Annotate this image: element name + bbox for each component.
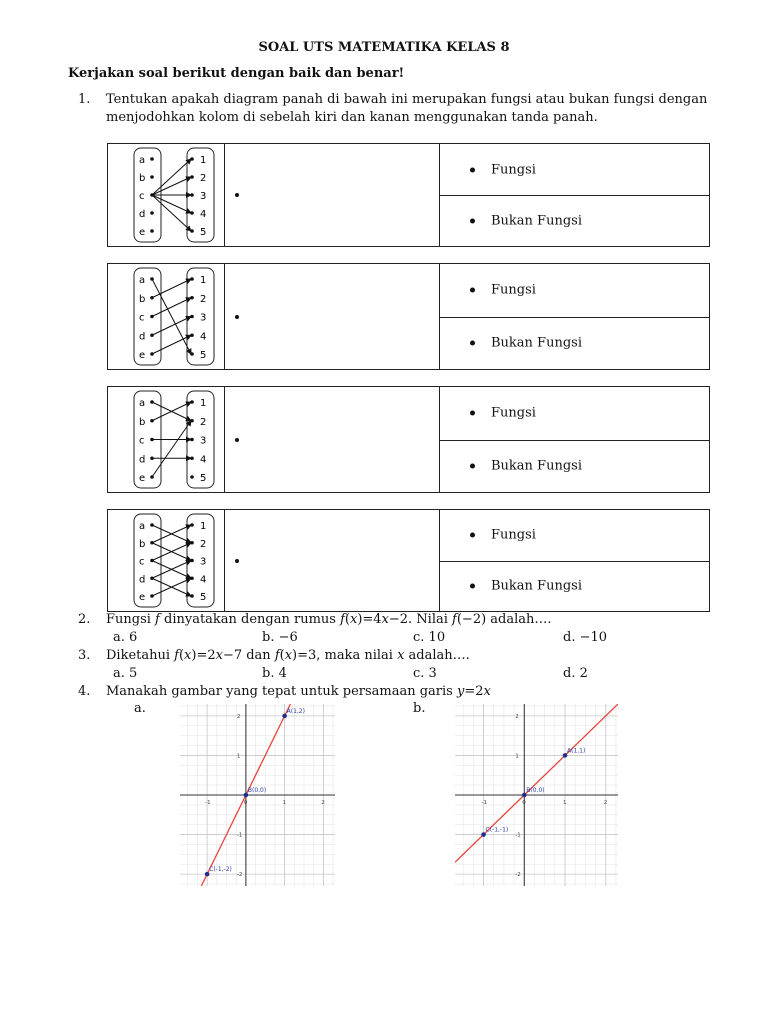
domain-label: e [139,227,146,238]
q3-option-a[interactable]: a. 5 [113,666,138,681]
q4-number: 4. [78,684,91,699]
q1-text-line1: Tentukan apakah diagram panah di bawah ini merupakan fungsi atau bukan fungsi dengan [106,92,708,107]
x-tick-label: 2 [321,800,325,806]
y-tick-label: 2 [236,713,241,720]
mapping-arrow [152,421,191,477]
q2-option-c[interactable]: c. 10 [413,630,446,645]
x-tick-label: 1 [563,800,567,806]
q2-option-a[interactable]: a. 6 [113,630,138,645]
domain-point [150,229,154,233]
function-line [455,704,618,862]
choice-label: Fungsi [491,527,536,543]
choice-bukan-fungsi-1[interactable] [440,195,709,246]
codomain-label: 1 [200,521,207,532]
answer-cell-2[interactable] [224,264,440,369]
codomain-label: 4 [200,331,207,343]
arrow-diagram-1 [108,144,225,246]
graph-b-svg [455,704,618,886]
domain-point [150,175,154,179]
domain-label: d [139,454,146,466]
q1-text-line2: menjodohkan kolom di sebelah kiri dan kanan menggunakan tanda panah. [106,110,598,125]
domain-label: b [139,416,146,428]
y-tick-label: -2 [515,872,521,879]
q4-option-b-label[interactable]: b. [413,701,426,716]
bullet-icon [235,438,239,442]
bullet-icon [470,411,475,416]
codomain-label: 3 [200,312,207,324]
bullet-icon [235,193,239,197]
mapping-arrow [152,279,191,298]
arrow-diagram-4 [108,510,225,611]
y-tick-label: 2 [515,713,519,720]
mapping-arrow [152,317,191,336]
bullet-icon [470,288,475,293]
codomain-label: 4 [200,574,207,586]
y-tick-label: 1 [236,753,241,760]
codomain-point [190,475,194,479]
codomain-label: 5 [200,592,207,603]
x-tick-label: 1 [282,800,287,806]
choice-label: Bukan Fungsi [491,213,582,228]
q3-text: Diketahui 𝑓(𝑥)=2𝑥−7 dan 𝑓(𝑥)=3, maka nilai 𝑥 adalah…. [106,648,470,663]
codomain-label: 3 [200,191,207,202]
domain-point [150,157,154,161]
point-label: C(-1,-2) [209,866,232,874]
domain-label: b [139,293,146,305]
codomain-label: 1 [200,398,207,409]
q4-text: Manakah gambar yang tepat untuk persamaan garis 𝑦=2𝑥 [106,684,491,699]
choice-bukan-fungsi-2[interactable] [440,317,709,370]
x-tick-label: -1 [205,800,211,806]
codomain-label: 5 [200,350,207,361]
y-tick-label: -1 [515,832,521,839]
point-label: B(0,0) [526,787,545,794]
matching-row-4 [107,509,710,612]
q1-number: 1. [78,92,91,107]
domain-label: b [139,173,146,184]
domain-point [150,211,154,215]
choice-fungsi-3[interactable] [440,387,709,441]
domain-label: e [139,592,146,603]
bullet-icon [470,167,475,172]
mapping-arrow [152,335,191,354]
choice-fungsi-1[interactable] [440,144,709,196]
codomain-label: 2 [200,538,207,550]
x-tick-label: -1 [481,800,488,806]
q2-text: Fungsi 𝑓 dinyatakan dengan rumus 𝑓(𝑥)=4𝑥−2. Nilai 𝑓(−2) adalah…. [106,612,552,627]
mapping-arrow [152,159,191,195]
codomain-label: 4 [200,454,207,466]
codomain-label: 1 [200,275,207,286]
domain-label: a [139,275,146,286]
domain-label: c [139,191,145,202]
codomain-label: 4 [200,209,207,220]
domain-label: c [139,312,145,324]
instruction: Kerjakan soal berikut dengan baik dan benar! [68,66,405,81]
y-tick-label: -1 [236,832,243,839]
bullet-icon [470,533,475,538]
choice-label: Bukan Fungsi [491,335,582,351]
q4-option-a-label[interactable]: a. [134,701,146,716]
arrow-diagram-3 [108,387,225,492]
bullet-icon [470,218,475,223]
page-title: SOAL UTS MATEMATIKA KELAS 8 [258,40,510,55]
codomain-label: 3 [200,435,207,447]
codomain-label: 2 [200,173,207,184]
bullet-icon [470,340,475,345]
graph-a-svg [180,704,335,886]
graph-a[interactable] [180,704,335,886]
arrow-diagram-svg [108,264,224,369]
domain-label: b [139,538,146,550]
mapping-arrow [152,279,191,354]
bullet-icon [470,583,475,588]
arrow-diagram-svg [108,387,224,492]
x-tick-label: 0 [522,800,526,806]
bullet-icon [235,559,239,563]
domain-label: c [139,556,145,568]
bullet-icon [470,463,475,468]
choice-fungsi-4[interactable] [440,510,709,562]
codomain-label: 5 [200,227,207,238]
matching-row-2 [107,263,710,370]
codomain-label: 5 [200,473,207,484]
codomain-label: 3 [200,556,207,568]
choice-label: Bukan Fungsi [491,458,582,474]
x-tick-label: 0 [243,800,248,806]
y-tick-label: 1 [515,753,519,760]
mapping-arrow [152,195,191,213]
domain-label: a [139,155,146,166]
answer-cell-1[interactable] [224,144,440,246]
choice-fungsi-2[interactable] [440,264,709,318]
q2-option-d[interactable]: d. −10 [563,630,608,645]
choice-bukan-fungsi-4[interactable] [440,561,709,612]
point-label: A(1,2) [286,707,305,715]
choice-label: Fungsi [491,405,536,421]
point-label: C(-1,-1) [485,826,509,834]
domain-label: d [139,574,146,586]
answer-cell-3[interactable] [224,387,440,492]
choice-bukan-fungsi-3[interactable] [440,440,709,493]
domain-label: e [139,350,146,361]
domain-label: c [139,435,145,447]
point-label: B(0,0) [247,787,267,794]
q3-number: 3. [78,648,91,663]
choice-label: Fungsi [491,162,536,177]
domain-label: a [139,398,146,409]
bullet-icon [235,315,239,319]
q3-option-d[interactable]: d. 2 [563,666,588,681]
mapping-arrow [152,195,191,231]
q2-number: 2. [78,612,91,627]
x-tick-label: 2 [603,800,608,806]
matching-row-3 [107,386,710,493]
mapping-arrow [152,298,191,317]
choice-label: Fungsi [491,282,536,298]
domain-label: a [139,521,146,532]
point-label: A(1,1) [567,747,586,755]
domain-label: d [139,331,146,343]
arrow-diagram-svg [108,144,224,246]
codomain-label: 2 [200,416,207,428]
codomain-label: 1 [200,155,207,166]
domain-label: d [139,209,146,220]
arrow-diagram-svg [108,510,224,611]
q3-option-b[interactable]: b. 4 [262,666,287,681]
matching-row-1 [107,143,710,247]
q2-option-b[interactable]: b. −6 [262,630,298,645]
choice-label: Bukan Fungsi [491,578,582,594]
graph-b[interactable] [455,704,618,886]
mapping-arrow [152,177,191,195]
arrow-diagram-2 [108,264,225,369]
q3-option-c[interactable]: c. 3 [413,666,437,681]
y-tick-label: -2 [236,872,243,879]
codomain-label: 2 [200,293,207,305]
answer-cell-4[interactable] [224,510,440,611]
domain-label: e [139,473,146,484]
